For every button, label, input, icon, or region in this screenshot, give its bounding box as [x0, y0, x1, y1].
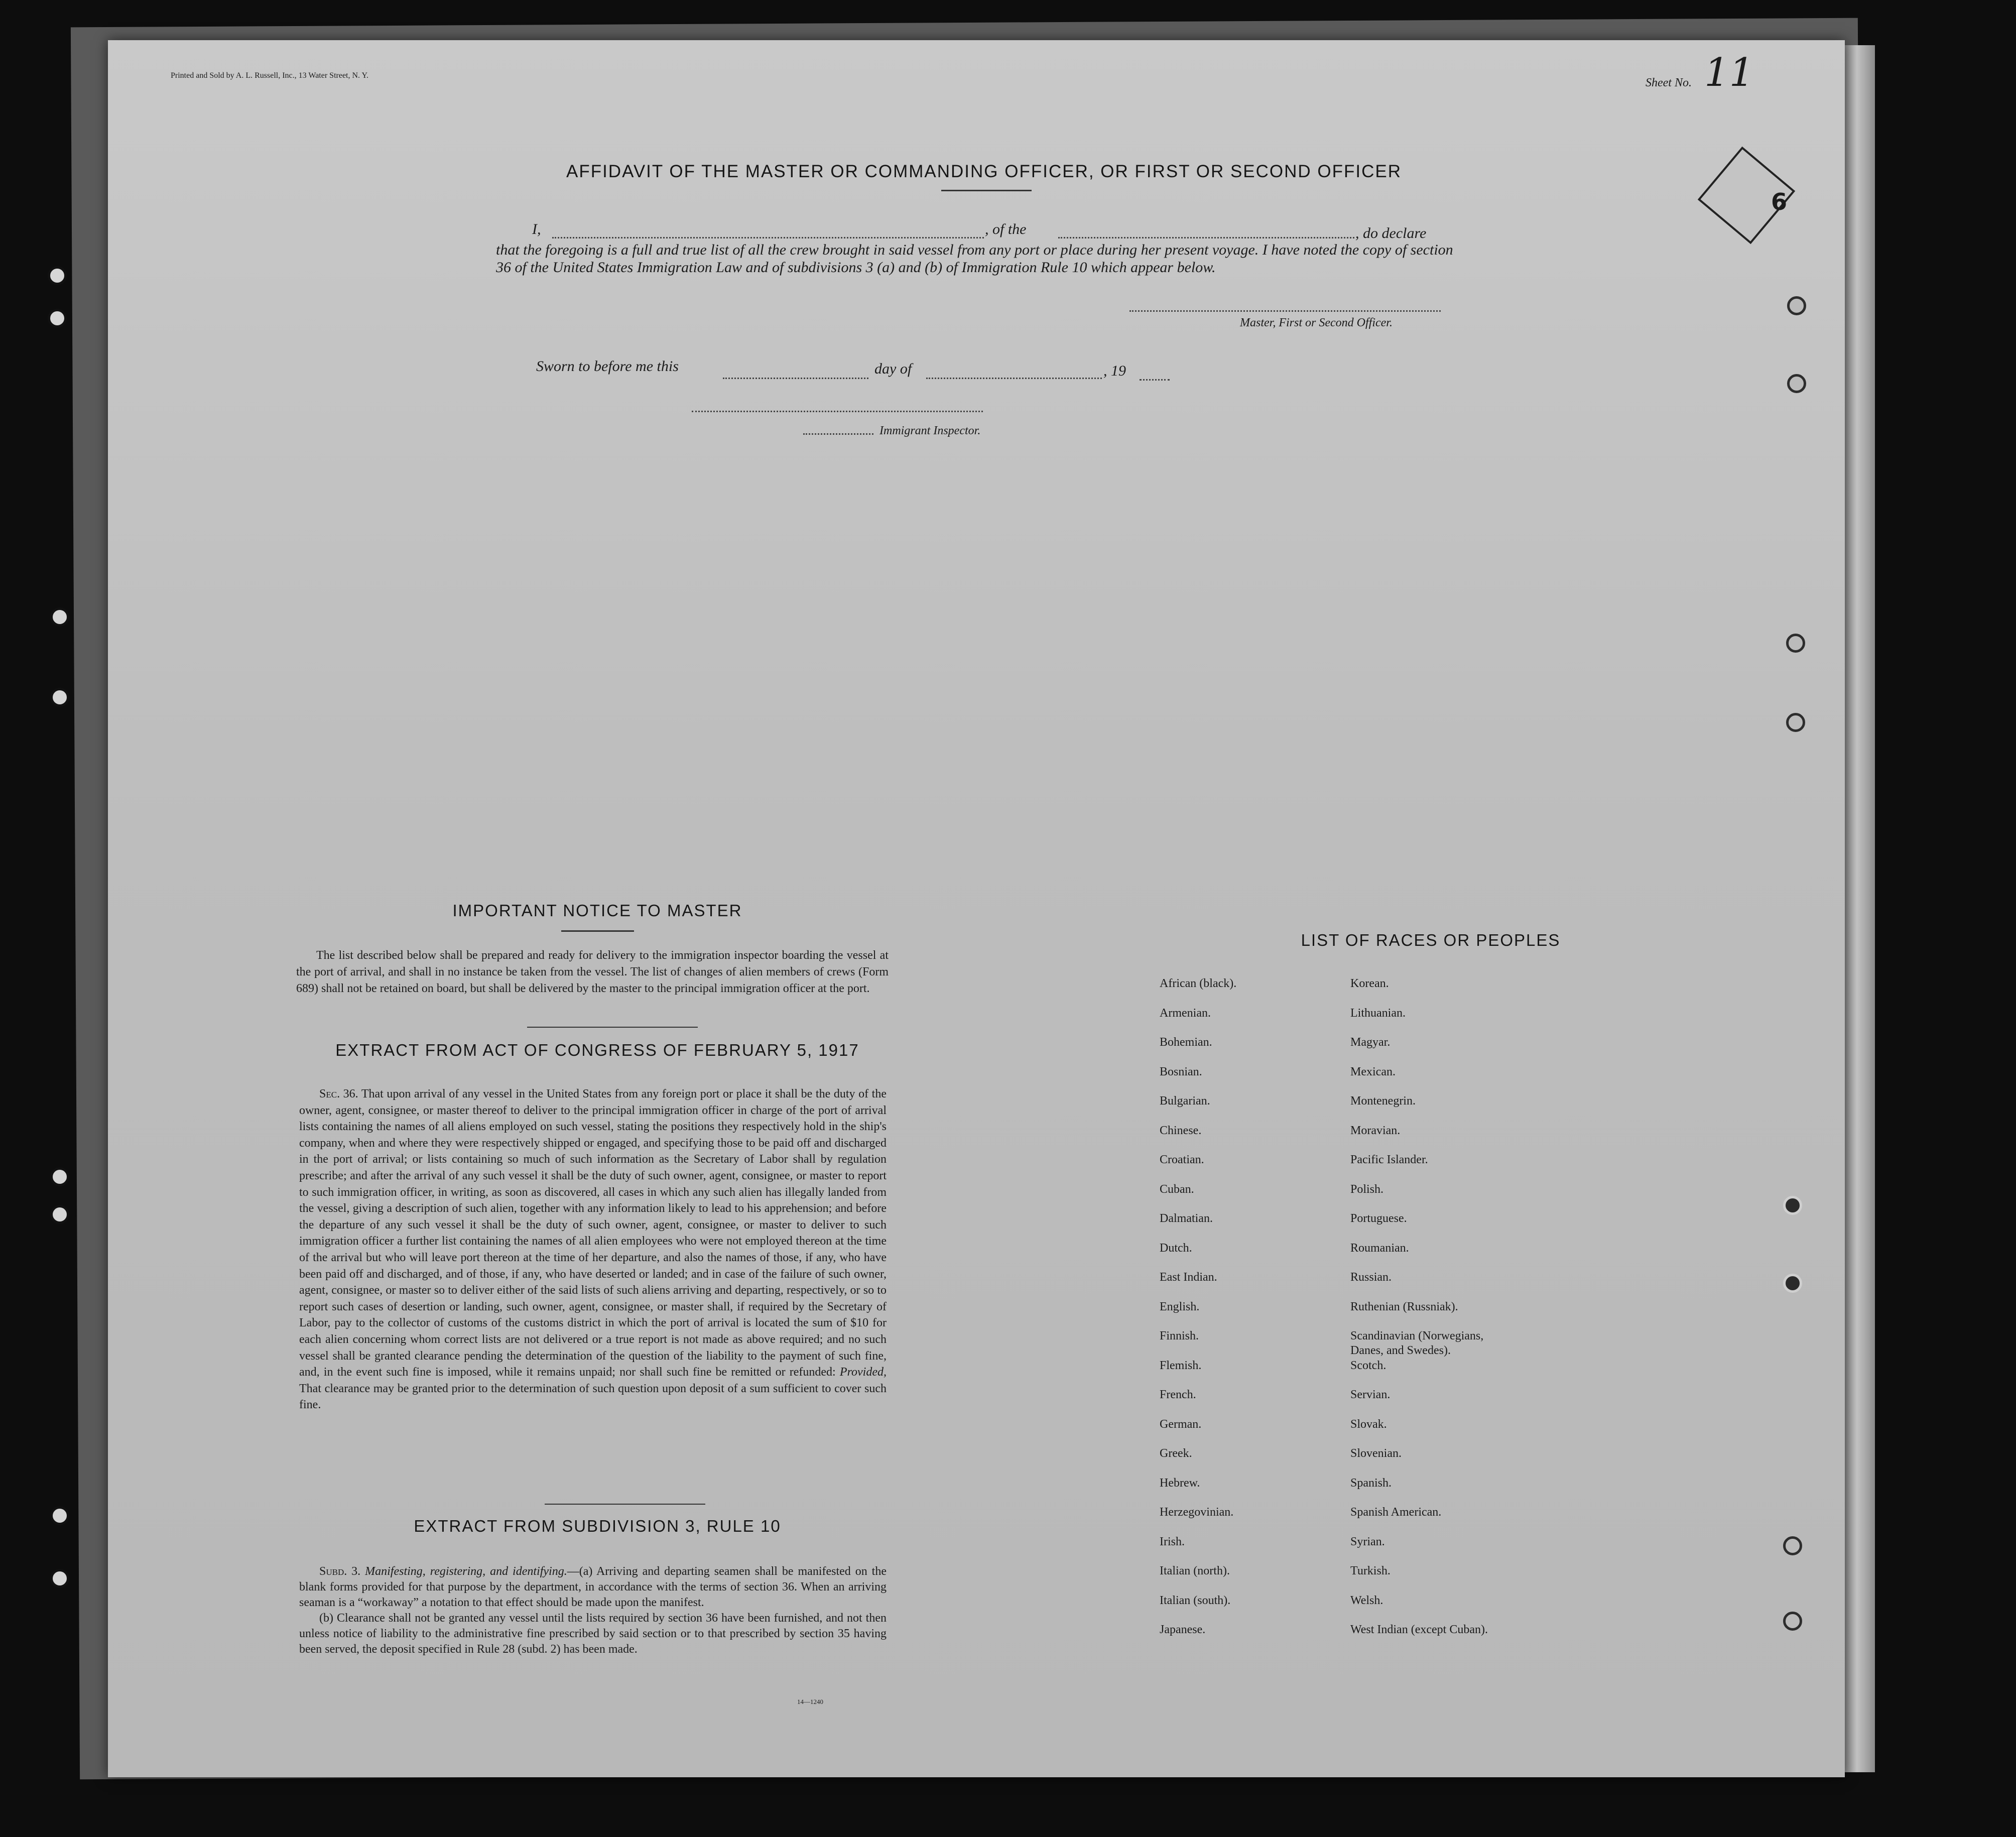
sworn-text: Sworn to before me this [536, 358, 679, 375]
binder-hole [50, 1205, 69, 1224]
sheet-number: 11 [1704, 50, 1754, 95]
race-item: Italian (south). [1160, 1594, 1231, 1607]
race-item: Montenegrin. [1350, 1094, 1416, 1108]
race-item: Bohemian. [1160, 1036, 1212, 1049]
signature-label: Master, First or Second Officer. [1240, 316, 1393, 329]
affidavit-do-declare: , do declare [1355, 225, 1427, 241]
race-item: English. [1160, 1300, 1200, 1313]
name-blank [552, 237, 984, 238]
sec-36-text: That upon arrival of any vessel in the United States from any foreign port or place it shall be the duty of the owner, agent, consignee, or master thereof to deliver to the principal immigration officer in charge of the port of arrival lists containing the names of all aliens employed on such vessel, stating the positions they respectively hold in the ship's company, when and where they were respectively shipped or engaged, and specifying those to be paid off and discharged in the port of arrival; or lists containing so much of such information as the Secretary of Labor shall by regulation prescribe; and after the arrival of any such vessel it shall be the duty of such owner, agent, consignee, or master to report to such immigration officer, in writing, as soon as discovered, all cases in which any such alien has illegally landed from the vessel, giving a description of such alien, together with any information likely to lead to his apprehension; and before the departure of any such vessel it shall be the duty of such owner, agent, consignee, or master to deliver to such immigration officer a further list containing the names of all alien employees who were not employed thereon at the time of the arrival but who will leave port thereon at the time of her departure, and also the names of those, if any, who have been paid off and discharged, and of those, if any, who have deserted or landed; and in case of the failure of such owner, agent, consignee, or master so to deliver either of the said lists of such aliens arriving and departing, respectively, or so to report such cases of desertion or landing, such owner, agent, consignee, or master shall, if required by the Secretary of Labor, pay to the collector of customs of the customs district in which the port of arrival is located the sum of $10 for each alien concerning whom correct lists are not delivered or a true report is not made as above required; and no such vessel shall be granted clearance pending the determination of the question of the liability to the payment of such fine, and, in the event such fine is imposed, while it remains unpaid; nor shall such fine be remitted or refunded: [299, 1087, 887, 1379]
race-item: Spanish. [1350, 1476, 1392, 1490]
affidavit-title: AFFIDAVIT OF THE MASTER OR COMMANDING OFFICER, OR FIRST OR SECOND OFFICER [566, 162, 1402, 181]
race-item: Flemish. [1160, 1359, 1202, 1372]
para-a-text: —(a) Arriving and departing seamen shall be manifested on the blank forms provided for that purpose by the department, in accordance with the terms of section 36. When an arriving seaman is a “workaway” a notation to that effect should be made upon the manifest. [299, 1565, 887, 1609]
race-item: Armenian. [1160, 1006, 1211, 1020]
para-b-text: (b) Clearance shall not be granted any vessel until the lists required by section 36 have been furnished, and not then unless notice of liability to the administrative fine prescribed by said section or to that prescribed by section 35 having been served, the deposit specified in Rule 28 (subd. 2) has been made. [299, 1612, 887, 1656]
affidavit-of-the: , of the [985, 221, 1027, 237]
race-item: Dutch. [1160, 1241, 1192, 1255]
signature-line [1129, 310, 1441, 312]
punch-hole [1787, 296, 1806, 315]
punch-hole [1786, 634, 1805, 653]
punch-hole [1783, 1612, 1802, 1631]
extract-act-body [299, 1086, 887, 1413]
year-text: , 19 [1103, 362, 1126, 379]
race-item: Servian. [1350, 1388, 1391, 1401]
binder-hole [50, 688, 69, 707]
vessel-blank [1058, 237, 1354, 238]
provided-label: Provided, [839, 1366, 887, 1379]
binder-hole [48, 266, 67, 285]
race-item: Croatian. [1160, 1153, 1204, 1166]
binder-hole [50, 607, 69, 627]
race-item: Hebrew. [1160, 1476, 1200, 1490]
affidavit-i: I, [532, 221, 541, 237]
race-item: Spanish American. [1350, 1506, 1442, 1519]
day-of-text: day of [874, 360, 912, 377]
race-item: Lithuanian. [1350, 1006, 1406, 1020]
race-item: East Indian. [1160, 1271, 1217, 1284]
inspector-short-line [803, 433, 873, 435]
binder-hole [50, 1569, 69, 1588]
race-item: Irish. [1160, 1535, 1185, 1548]
race-item: West Indian (except Cuban). [1350, 1623, 1488, 1636]
corner-mark: 6 [1771, 188, 1788, 215]
race-item: Welsh. [1350, 1594, 1383, 1607]
para-a [299, 1564, 887, 1611]
notice-rule [561, 930, 634, 932]
race-item: Mexican. [1350, 1065, 1396, 1078]
race-item: Slovenian. [1350, 1447, 1402, 1460]
race-item: Russian. [1350, 1271, 1392, 1284]
title-rule [941, 190, 1032, 191]
race-item: Bulgarian. [1160, 1094, 1210, 1108]
race-item: French. [1160, 1388, 1196, 1401]
extract-act-title: EXTRACT FROM ACT OF CONGRESS OF FEBRUARY 5, 1917 [335, 1041, 859, 1059]
race-item: African (black). [1160, 977, 1237, 990]
race-item: Finnish. [1160, 1329, 1199, 1342]
race-item: Scandinavian (Norwegians, Danes, and Swedes). [1350, 1329, 1484, 1357]
race-item: Korean. [1350, 977, 1389, 990]
race-item: Polish. [1350, 1182, 1384, 1196]
extract-rule-body [299, 1564, 887, 1657]
notice-title: IMPORTANT NOTICE TO MASTER [452, 901, 742, 920]
race-item: Greek. [1160, 1447, 1192, 1460]
race-item: Herzegovinian. [1160, 1506, 1234, 1519]
race-item: Bosnian. [1160, 1065, 1202, 1078]
race-item: Cuban. [1160, 1182, 1194, 1196]
section-divider [545, 1504, 705, 1505]
binder-hole [50, 1506, 69, 1525]
section-divider [527, 1027, 698, 1028]
race-item: Italian (north). [1160, 1564, 1230, 1577]
printer-imprint: Printed and Sold by A. L. Russell, Inc., 13 Water Street, N. Y. [171, 71, 368, 80]
month-blank [926, 378, 1102, 379]
punch-hole [1783, 1196, 1802, 1215]
race-item: Slovak. [1350, 1417, 1387, 1431]
race-item: Syrian. [1350, 1535, 1385, 1548]
year-blank [1140, 379, 1170, 381]
sheet-label: Sheet No. [1646, 76, 1692, 89]
punch-hole [1783, 1536, 1802, 1555]
notice-text: The list described below shall be prepared and ready for delivery to the immigration inspector boarding the vessel at the port of arrival, and shall in no instance be taken from the vessel. The list of changes of alien members of crews (Form 689) shall not be retained on board, but shall be delivered by the master to the principal immigration officer at the port. [296, 949, 889, 995]
page-edge [1845, 45, 1875, 1772]
punch-hole [1787, 374, 1806, 393]
extract-rule-title: EXTRACT FROM SUBDIVISION 3, RULE 10 [414, 1517, 781, 1535]
race-item: Portuguese. [1350, 1212, 1407, 1225]
races-title: LIST OF RACES OR PEOPLES [1301, 931, 1561, 949]
race-item: Chinese. [1160, 1124, 1202, 1137]
sworn-day-blank [723, 378, 868, 379]
race-item: Moravian. [1350, 1124, 1401, 1137]
race-item: Pacific Islander. [1350, 1153, 1428, 1166]
subd-heading: Manifesting, registering, and identifying. [365, 1565, 567, 1578]
race-item: Japanese. [1160, 1623, 1206, 1636]
binder-hole [50, 1167, 69, 1186]
race-item: Ruthenian (Russniak). [1350, 1300, 1458, 1313]
punch-hole [1783, 1274, 1802, 1293]
form-number: 14—1240 [797, 1698, 823, 1705]
sec-label: Sec. 36. [319, 1087, 358, 1100]
race-item: Magyar. [1350, 1036, 1391, 1049]
race-item: German. [1160, 1417, 1202, 1431]
races-left-column [1160, 976, 1325, 1652]
notice-body [296, 947, 889, 997]
para-b [299, 1611, 887, 1657]
sec-36-tail: That clearance may be granted prior to the determination of such question upon deposit of a sum sufficient to cover such fine. [299, 1382, 887, 1412]
race-item: Roumanian. [1350, 1241, 1409, 1255]
inspector-signature-line [692, 411, 983, 412]
affidavit-body: that the foregoing is a full and true list of all the crew brought in said vessel from any port or place during her present voyage. I have noted the copy of section 36 of the United States Immigration Law and of subdivisions 3 (a) and (b) of Immigration Rule 10 which appear below. [496, 241, 1453, 276]
punch-hole [1786, 713, 1805, 732]
race-item: Scotch. [1350, 1359, 1387, 1372]
binder-hole [48, 309, 67, 328]
subd-label: Subd. 3. [319, 1565, 361, 1578]
inspector-label: Immigrant Inspector. [879, 424, 981, 437]
race-item: Turkish. [1350, 1564, 1391, 1577]
race-item: Dalmatian. [1160, 1212, 1213, 1225]
races-right-column [1350, 976, 1561, 1652]
